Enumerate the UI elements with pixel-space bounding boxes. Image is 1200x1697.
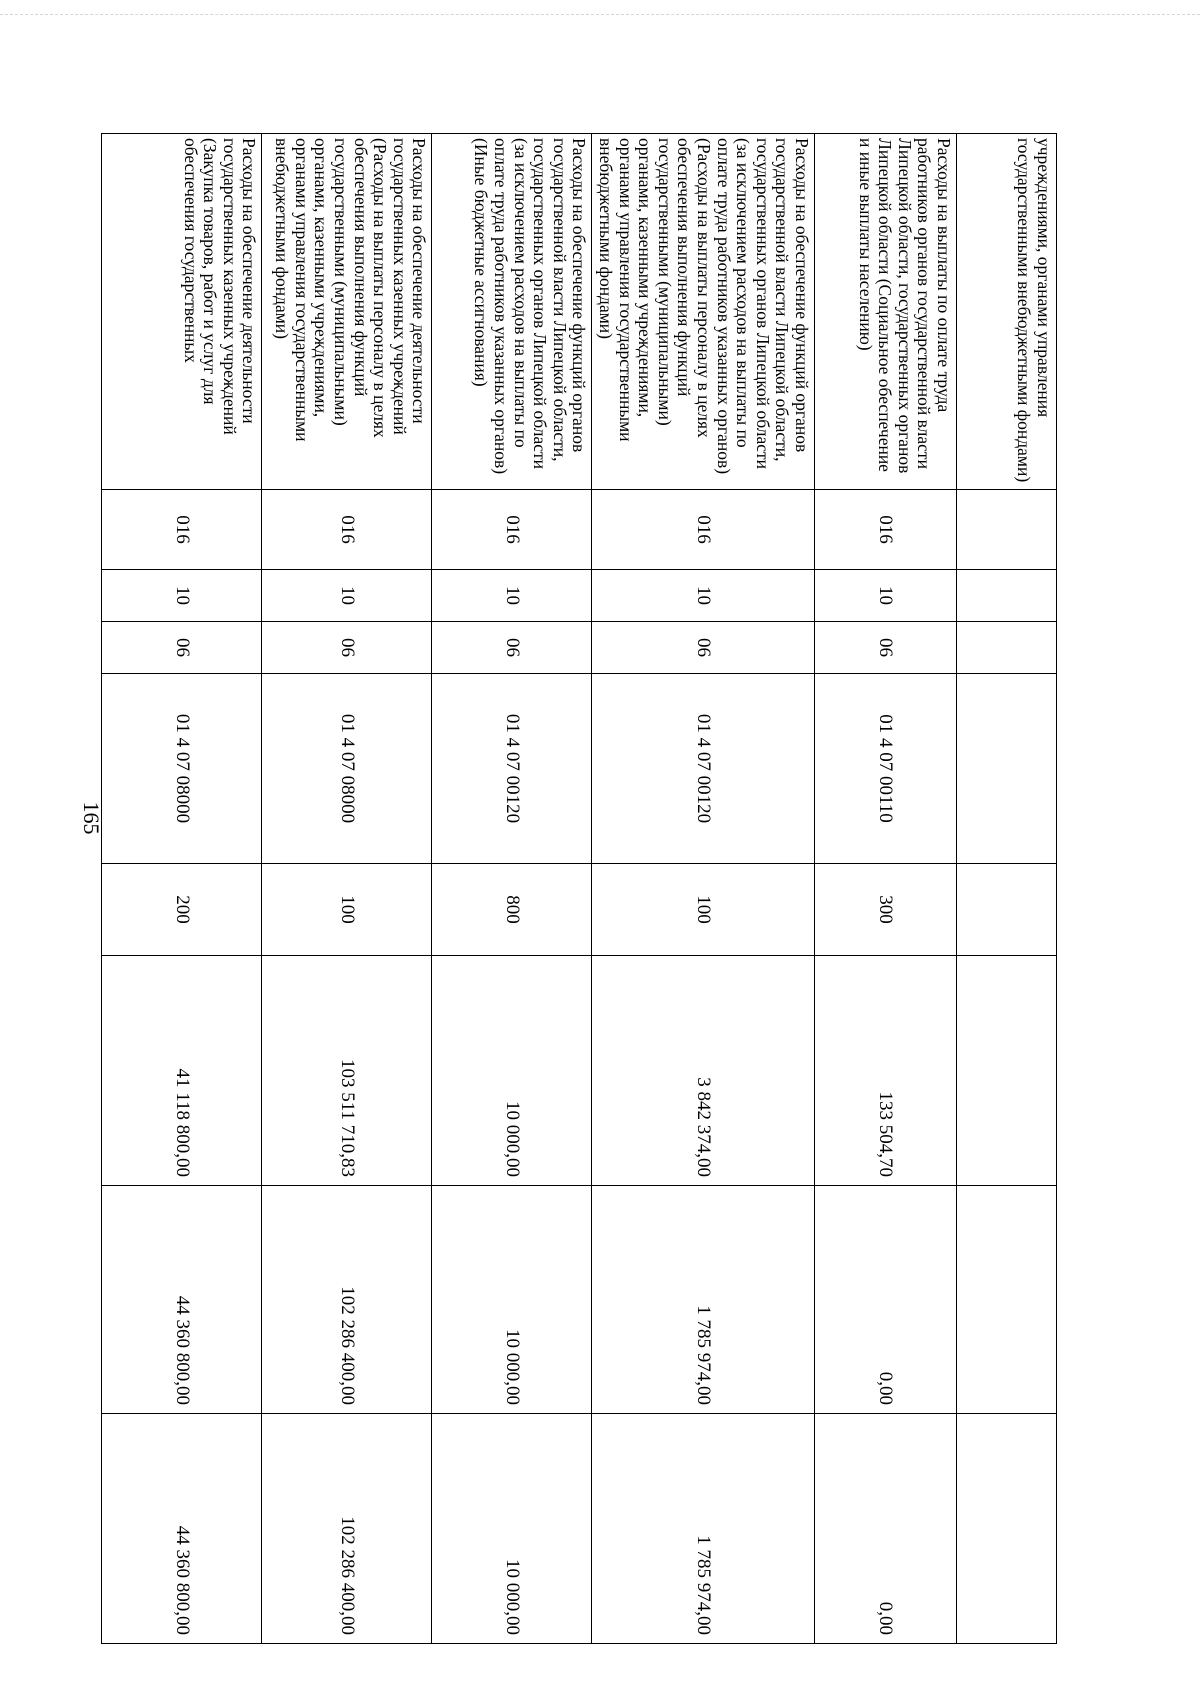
rotated-table-container <box>139 133 1057 1643</box>
cell-target: 01 4 07 00120 <box>432 674 592 864</box>
cell-subsection: 06 <box>815 622 957 674</box>
cell-subsection: 06 <box>262 622 432 674</box>
cell-expense-type <box>957 864 1057 956</box>
cell-amount-1: 41 118 800,00 <box>102 956 262 1186</box>
cell-subsection: 06 <box>102 622 262 674</box>
cell-amount-1: 133 504,70 <box>815 956 957 1186</box>
cell-section: 10 <box>102 570 262 622</box>
cell-expense-type: 100 <box>592 864 815 956</box>
cell-name: Расходы на обеспечение функций органов государственной власти Липецкой области, государственных органов Липецкой области (за исключением расходов на выплаты по оплате труда работников указанных органов) (Расходы на выплаты персоналу в целях обеспечения выполнения функций государственными (муниципальными) органами, казенными учреждениями, органами управления государственными внебюджетными фондами) <box>592 134 815 490</box>
cell-amount-3: 10 000,00 <box>432 1414 592 1644</box>
cell-amount-2: 0,00 <box>815 1186 957 1414</box>
cell-amount-2 <box>957 1186 1057 1414</box>
cell-name: Расходы на обеспечение деятельности государственных казенных учреждений (Расходы на выплаты персоналу в целях обеспечения выполнения функций государственными (муниципальными) органами, казенными учреждениями, органами управления государственными внебюджетными фондами) <box>262 134 432 490</box>
cell-target <box>957 674 1057 864</box>
cell-name: учреждениями, органами управления государственными внебюджетными фондами) <box>957 134 1057 490</box>
cell-section <box>957 570 1057 622</box>
cell-name: Расходы на обеспечение функций органов государственной власти Липецкой области, государственных органов Липецкой области (за исключением расходов на выплаты по оплате труда работников указанных органов) (Иные бюджетные ассигнования) <box>432 134 592 490</box>
cell-target: 01 4 07 00120 <box>592 674 815 864</box>
table-row <box>592 134 815 1644</box>
cell-gov-code: 016 <box>592 490 815 570</box>
table-row <box>262 134 432 1644</box>
budget-table <box>101 133 1057 1644</box>
cell-target: 01 4 07 00110 <box>815 674 957 864</box>
cell-amount-1 <box>957 956 1057 1186</box>
cell-amount-3: 1 785 974,00 <box>592 1414 815 1644</box>
cell-amount-3 <box>957 1414 1057 1644</box>
table-row <box>102 134 262 1644</box>
cell-amount-1: 3 842 374,00 <box>592 956 815 1186</box>
cell-target: 01 4 07 08000 <box>262 674 432 864</box>
cell-amount-2: 44 360 800,00 <box>102 1186 262 1414</box>
table-row <box>957 134 1057 1644</box>
scan-edge-line <box>0 14 1200 15</box>
cell-amount-1: 10 000,00 <box>432 956 592 1186</box>
cell-section: 10 <box>592 570 815 622</box>
cell-name: Расходы на обеспечение деятельности государственных казенных учреждений (Закупка товаров, работ и услуг для обеспечения государственных <box>102 134 262 490</box>
cell-amount-2: 1 785 974,00 <box>592 1186 815 1414</box>
cell-expense-type: 100 <box>262 864 432 956</box>
cell-amount-1: 103 511 710,83 <box>262 956 432 1186</box>
cell-subsection: 06 <box>592 622 815 674</box>
cell-gov-code: 016 <box>815 490 957 570</box>
cell-amount-3: 44 360 800,00 <box>102 1414 262 1644</box>
cell-section: 10 <box>262 570 432 622</box>
cell-gov-code: 016 <box>432 490 592 570</box>
cell-name: Расходы на выплаты по оплате труда работников органов государственной власти Липецкой области, государственных органов Липецкой области (Социальное обеспечение и иные выплаты населению) <box>815 134 957 490</box>
cell-expense-type: 200 <box>102 864 262 956</box>
cell-gov-code: 016 <box>102 490 262 570</box>
table-row <box>815 134 957 1644</box>
cell-amount-2: 102 286 400,00 <box>262 1186 432 1414</box>
page-number: 165 <box>79 801 104 835</box>
cell-gov-code <box>957 490 1057 570</box>
cell-section: 10 <box>432 570 592 622</box>
cell-amount-2: 10 000,00 <box>432 1186 592 1414</box>
cell-amount-3: 0,00 <box>815 1414 957 1644</box>
cell-section: 10 <box>815 570 957 622</box>
cell-subsection <box>957 622 1057 674</box>
cell-expense-type: 800 <box>432 864 592 956</box>
cell-subsection: 06 <box>432 622 592 674</box>
cell-target: 01 4 07 08000 <box>102 674 262 864</box>
cell-expense-type: 300 <box>815 864 957 956</box>
table-row <box>432 134 592 1644</box>
cell-gov-code: 016 <box>262 490 432 570</box>
cell-amount-3: 102 286 400,00 <box>262 1414 432 1644</box>
